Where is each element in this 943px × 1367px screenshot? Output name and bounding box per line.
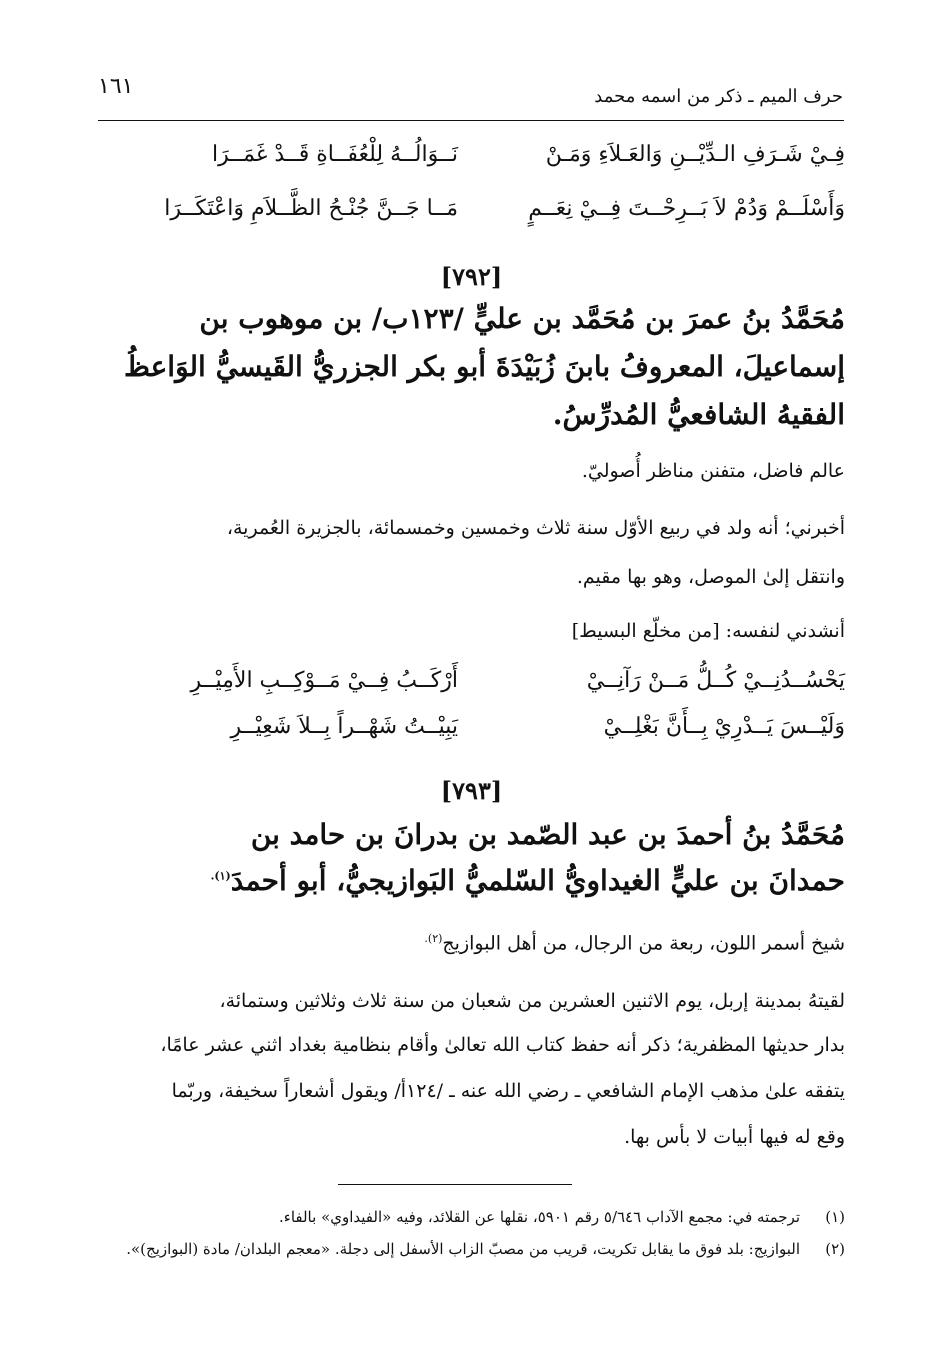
paragraph-line: أخبرني؛ أنه ولد في ربيع الأوّل سنة ثلاث وخمسين وخمسمائة، بالجزيرة العُمرية،: [226, 517, 845, 539]
footnote-number: (٢): [825, 1240, 845, 1258]
footnote-text: ترجمته في: مجمع الآداب ٥/٦٤٦ رقم ٥٩٠١، نقلها عن القلائد، وفيه «الفيداوي» بالفاء.: [279, 1208, 800, 1226]
entry-heading-line: الفقيهُ الشافعيُّ المُدرِّسُ.: [552, 398, 845, 431]
paragraph-line: بدار حديثها المظفرية؛ ذكر أنه حفظ كتاب الله تعالىٰ وأقام بنظامية بغداد اثني عشر عامًا،: [160, 1034, 845, 1056]
verse-hemistich-left: يَبِيْــتُ شَهْــراً بِــلاَ شَعِيْــرِ: [230, 714, 458, 739]
entry-heading-line: حمدانَ بن عليٍّ الغيداويُّ السّلميُّ البَوازيجيُّ، أبو أحمدَ$^{(١).}$: [210, 864, 845, 897]
verse-hemistich-right: فِـيْ شَـرَفِ الـدِّيْــنِ وَالعَـلاَءِ وَمَـنْ: [545, 142, 845, 167]
page-number: ١٦١: [98, 74, 134, 99]
paragraph-line: لقيتهُ بمدينة إربل، يوم الاثنين العشرين من شعبان من سنة ثلاث وثلاثين وستمائة،: [219, 990, 845, 1012]
verse-intro: أنشدني لنفسه: [من مخلّع البسيط]: [571, 620, 845, 642]
verse-hemistich-right: وَلَيْــسَ يَــدْرِيْ بِــأَنَّ بَغْلِــيْ: [603, 714, 845, 739]
paragraph-line: وقع له فيها أبيات لا بأس بها.: [624, 1126, 845, 1148]
footnote-rule: [338, 1184, 572, 1185]
footnote-number: (١): [825, 1208, 845, 1226]
entry-heading-line: مُحَمَّدُ بنُ عمرَ بن مُحَمَّد بن عليٍّ /١٢٣ب/ بن موهوب بن: [199, 302, 845, 335]
paragraph-line: يتفقه علىٰ مذهب الإمام الشافعي ـ رضي الله عنه ـ /١٢٤أ/ ويقول أشعاراً سخيفة، وربّما: [171, 1080, 845, 1102]
verse-hemistich-right: يَحْسُــدُنِــيْ كُــلُّ مَــنْ رَآنِــيْ: [586, 668, 845, 693]
entry-number: [٧٩٢]: [440, 262, 503, 291]
verse-hemistich-left: أَرْكَــبُ فِــيْ مَــوْكِــبِ الأَمِيْــرِ: [190, 668, 458, 693]
footnote-text: البوازيج: بلد فوق ما يقابل تكريت، قريب من مصبّ الزاب الأسفل إلى دجلة. «معجم البلدان/ مادة (البوازيج)».: [126, 1240, 800, 1258]
running-title: حرف الميم ـ ذكر من اسمه محمد: [594, 86, 843, 107]
verse-hemistich-left: مَــا جَــنَّ جُنْـحُ الظَّــلاَمِ وَاعْتَكَــرَا: [164, 196, 458, 221]
paragraph: شيخ أسمر اللون، ربعة من الرجال، من أهل البوازيج$^{(٢).}$: [424, 932, 845, 955]
paragraph: عالم فاضل، متفنن مناظر أُصوليّ.: [581, 460, 845, 482]
footnote-ref: (٢).: [424, 932, 443, 945]
header-rule: [98, 120, 844, 121]
entry-heading-line: إسماعيلَ، المعروفُ بابنَ زُبَيْدَةَ أبو بكر الجزريُّ القَيسيُّ الوَاعظُ: [124, 350, 845, 383]
entry-number: [٧٩٣]: [440, 776, 503, 805]
entry-heading-line: مُحَمَّدُ بنُ أحمدَ بن عبد الصّمد بن بدرانَ بن حامد بن: [250, 818, 845, 851]
footnote-ref: (١).: [210, 869, 231, 883]
verse-hemistich-right: وَأَسْلَــمْ وَدُمْ لاَ بَــرِحْــتَ فِــيْ نِعَــمٍ: [528, 196, 845, 221]
verse-hemistich-left: نَــوَالُــهُ لِلْعُفَــاةِ قَــدْ غَمَــرَا: [211, 142, 458, 167]
paragraph-line: وانتقل إلىٰ الموصل، وهو بها مقيم.: [576, 566, 845, 588]
